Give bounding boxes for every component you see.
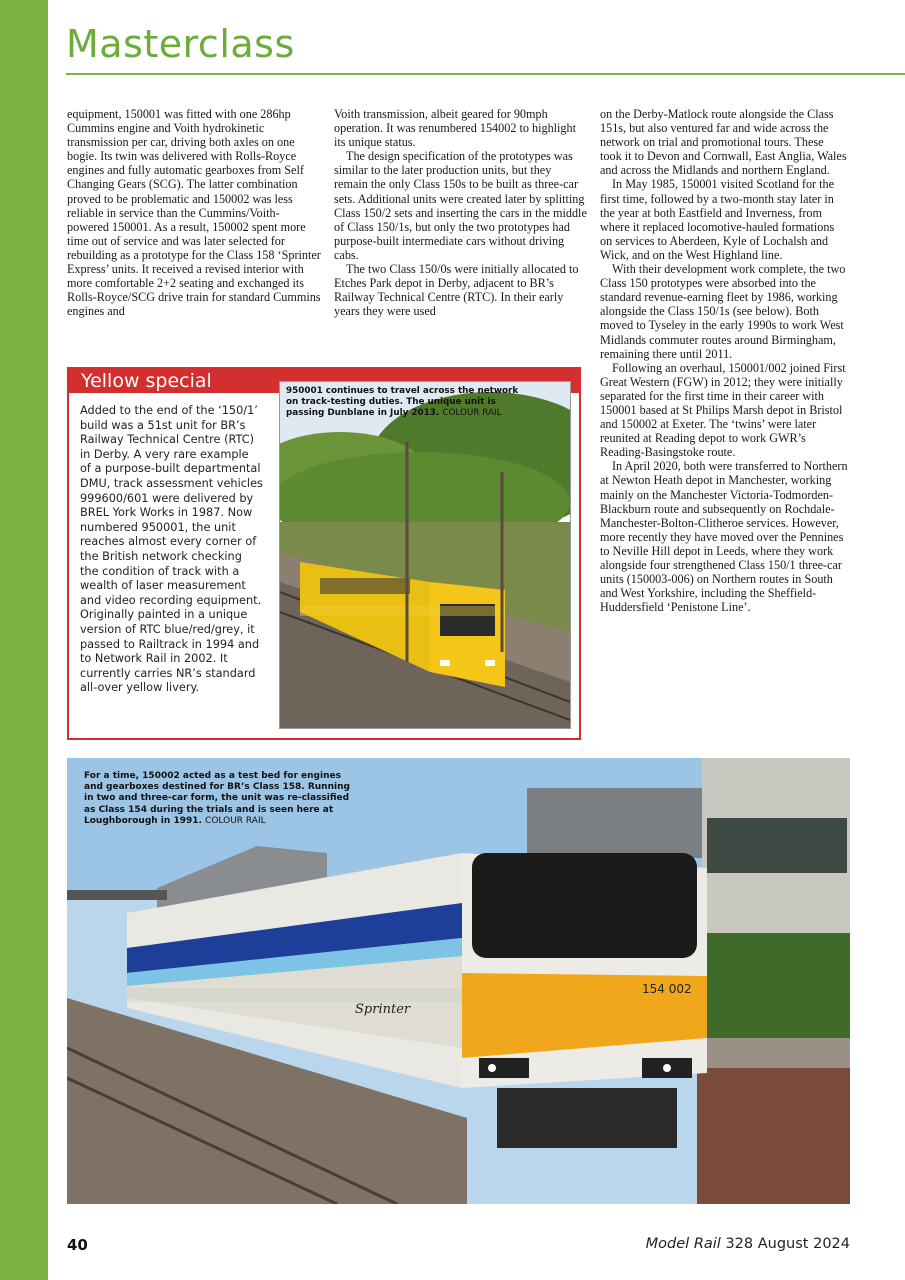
paragraph: The two Class 150/0s were initially allocated to Etches Park depot in Derby, adjacent to BR’s Railway Technical Centre (RTC). In their early years they were used — [334, 262, 579, 319]
section-title: Masterclass — [66, 22, 295, 66]
caption-text: For a time, 150002 acted as a test bed for engines and gearboxes destined for BR’s Class 158. Running in two and three-car form, the unit was re-classified as Class 154 during the trials and is seen here at Loughborough in 1991. — [84, 771, 350, 826]
issue-date: 328 August 2024 — [725, 1236, 850, 1252]
photo-caption — [84, 771, 359, 827]
paragraph: on the Derby-Matlock route alongside the Class 151s, but also ventured far and wide across the network on trial and promotional tours. These took it to Devon and Cornwall, East Anglia, Wales and across the Midlands and northern England. — [600, 107, 847, 178]
sidebar-text: Added to the end of the ‘150/1’ build was a 51st unit for BR’s Railway Technical Centre (RTC) in Derby. A very rare example of a purpose-built departmental DMU, track assessment vehicles 999600/601 were delivered by BREL York Works in 1987. Now numbered 950001, the unit reaches almost every corner of the British network checking the condition of track with a wealth of laser measurement and video recording equipment. Originally painted in a unique version of RTC blue/red/grey, it passed to Railtrack in 1994 and to Network Rail in 2002. It currently carries NR’s standard all-over yellow livery. — [80, 404, 263, 695]
magazine-name: Model Rail — [645, 1236, 721, 1252]
yellow-train-photo — [279, 381, 571, 729]
paragraph: With their development work complete, the two Class 150 prototypes were absorbed into the standard revenue-earning fleet by 1986, working alongside the Class 150/1s (see below). Both moved to Tyseley in the early 1990s to work West Midlands commuter routes around Birmingham, remaining there until 2011. — [600, 262, 846, 361]
yellow-train-illustration — [280, 382, 570, 728]
caption-text: 950001 continues to travel across the network on track-testing duties. The unique unit is passing Dunblane in July 2013. — [286, 386, 519, 418]
article-column-1 — [67, 107, 321, 318]
article-column-3 — [600, 107, 848, 614]
paragraph: The design specification of the prototypes was similar to the later production units, but they remain the only Class 150s to be built as three-car sets. Additional units were created later by splitting Class 150/2 sets and inserting the cars in the middle of Class 150/1s, but only the two prototypes had purpose-built intermediate cars without driving cabs. — [334, 149, 587, 262]
paragraph: In April 2020, both were transferred to Northern at Newton Heath depot in Manchester, working mainly on the Manchester Victoria-Todmorden-Blackburn route and subsequently on Rochdale-Manchester-Bolton-Clitheroe services. However, more recently they have moved over the Pennines to Neville Hill depot in Leeds, where they work alongside four strengthened Class 150/1 three-car units (150003-006) on Northern routes in South and West Yorkshire, including the Sheffield-Huddersfield ‘Penistone Line’. — [600, 459, 848, 615]
class-154-photo — [67, 758, 850, 1204]
paragraph: Voith transmission, albeit geared for 90mph operation. It was renumbered 154002 to highlight its unique status. — [334, 107, 577, 150]
paragraph: equipment, 150001 was fitted with one 286hp Cummins engine and Voith hydrokinetic transmission per car, driving both axles on one bogie. Its twin was delivered with Rolls-Royce engines and fully automatic gearboxes from Self Changing Gears (SCG). The latter combination proved to be problematic and 150002 was less reliable in service than the Cummins/Voith-powered 150001. As a result, 150002 spent more time out of service and was later selected for rebuilding as a prototype for the Class 158 ‘Sprinter Express’ units. It received a revised interior with more comfortable 2+2 seating and exchanged its Rolls-Royce/SCG drive train for standard Cummins engines and — [67, 107, 321, 319]
section-color-bar — [0, 0, 48, 1280]
page-number: 40 — [67, 1236, 88, 1254]
photo-credit: COLOUR RAIL — [442, 408, 502, 418]
photo-credit: COLOUR RAIL — [205, 815, 266, 826]
sidebar-box — [67, 367, 581, 740]
photo-caption — [286, 386, 526, 419]
sprinter-logo-text: Sprinter — [355, 1002, 411, 1017]
article-column-2 — [334, 107, 588, 318]
title-rule — [66, 73, 905, 75]
unit-number: 154 002 — [642, 982, 692, 996]
paragraph: In May 1985, 150001 visited Scotland for the first time, followed by a two-month stay later in the year at both Eastfield and Inverness, from where it replaced locomotive-hauled formations on services to Aberdeen, Kyle of Lochalsh and Wick, and on the West Highland line. — [600, 177, 835, 262]
paragraph: Following an overhaul, 150001/002 joined First Great Western (FGW) in 2012; they were initially separated for the first time in their career with 150001 based at St Philips Marsh depot in Bristol and 150002 at Exeter. The ‘twins’ were later reunited at Reading depot to work GWR’s Reading-Basingstoke route. — [600, 360, 846, 460]
sidebar-title: Yellow special — [81, 370, 212, 392]
magazine-footer — [646, 1236, 850, 1252]
